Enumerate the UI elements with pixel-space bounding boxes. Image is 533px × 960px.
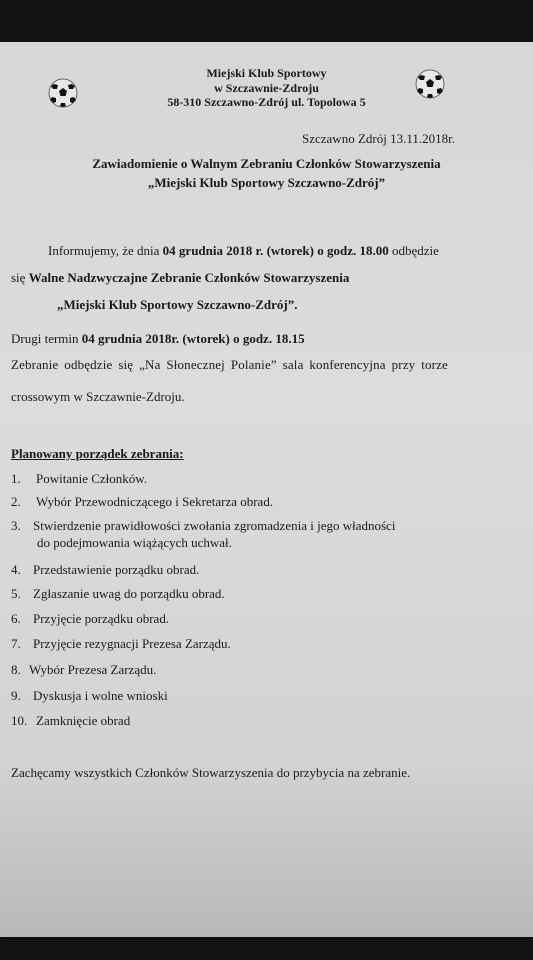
document-subtitle: „Miejski Klub Sportowy Szczawno-Zdrój”: [147, 175, 386, 190]
list-text: Dyskusja i wolne wnioski: [33, 688, 168, 703]
list-item: [11, 586, 225, 602]
list-text: Przedstawienie porządku obrad.: [33, 562, 200, 577]
location-line-2: crossowym w Szczawnie-Zdroju.: [11, 389, 185, 404]
list-item: [11, 562, 200, 578]
list-item: [11, 636, 231, 652]
closing-sentence: Zachęcamy wszystkich Członków Stowarzyszenia do przybycia na zebranie.: [11, 765, 411, 780]
list-item: [11, 662, 157, 678]
association-name: „Miejski Klub Sportowy Szczawno-Zdrój”.: [57, 297, 298, 312]
list-number: 10.: [11, 713, 28, 728]
list-item: [11, 713, 131, 729]
club-name: Miejski Klub Sportowy: [206, 66, 327, 80]
meeting-type: Walne Nadzwyczajne Zebranie Członków Stowarzyszenia: [28, 270, 350, 285]
list-item: [11, 518, 396, 534]
list-text: Wybór Prezesa Zarządu.: [29, 662, 157, 677]
list-item: [11, 611, 170, 627]
club-address: 58-310 Szczawno-Zdrój ul. Topolowa 5: [167, 95, 366, 109]
list-item: [11, 688, 168, 704]
intro-text: Informujemy, że dnia: [48, 243, 163, 258]
list-text: Wybór Przewodniczącego i Sekretarza obrad.: [36, 494, 274, 509]
list-number: 3.: [11, 518, 21, 533]
list-item: [11, 494, 274, 510]
list-number: 8.: [11, 662, 21, 677]
meeting-date: 04 grudnia 2018 r. (wtorek) o godz. 18.00: [162, 243, 389, 258]
document-date: Szczawno Zdrój 13.11.2018r.: [302, 131, 455, 146]
list-text: Stwierdzenie prawidłowości zwołania zgromadzenia i jego władności: [33, 518, 396, 533]
intro-line-2: [11, 270, 349, 286]
list-text: Przyjęcie rezygnacji Prezesa Zarządu.: [33, 636, 231, 651]
list-text: Przyjęcie porządku obrad.: [33, 611, 170, 626]
intro-line-1: [48, 243, 439, 259]
list-text: Zamknięcie obrad: [36, 713, 131, 728]
list-number: 9.: [11, 688, 21, 703]
list-number: 6.: [11, 611, 21, 626]
second-term: [11, 331, 305, 347]
agenda-heading: Planowany porządek zebrania:: [11, 446, 184, 461]
club-location: w Szczawnie-Zdroju: [214, 81, 319, 95]
list-item-continuation: do podejmowania wiążących uchwał.: [37, 535, 232, 550]
list-number: 7.: [11, 636, 21, 651]
document-title: Zawiadomienie o Walnym Zebraniu Członków Stowarzyszenia: [92, 156, 441, 171]
intro-text-end: odbędzie: [388, 243, 439, 258]
intro-text: się: [11, 270, 29, 285]
list-text: Zgłaszanie uwag do porządku obrad.: [33, 586, 225, 601]
list-item: [11, 471, 148, 487]
list-number: 4.: [11, 562, 21, 577]
location-line-1: Zebranie odbędzie się „Na Słonecznej Polanie” sala konferencyjna przy torze: [11, 357, 448, 372]
list-number: 2.: [11, 494, 21, 509]
list-text: Powitanie Członków.: [36, 471, 148, 486]
second-term-date: 04 grudnia 2018r. (wtorek) o godz. 18.15: [81, 331, 305, 346]
list-number: 5.: [11, 586, 21, 601]
list-number: 1.: [11, 471, 21, 486]
second-term-label: Drugi termin: [11, 331, 82, 346]
